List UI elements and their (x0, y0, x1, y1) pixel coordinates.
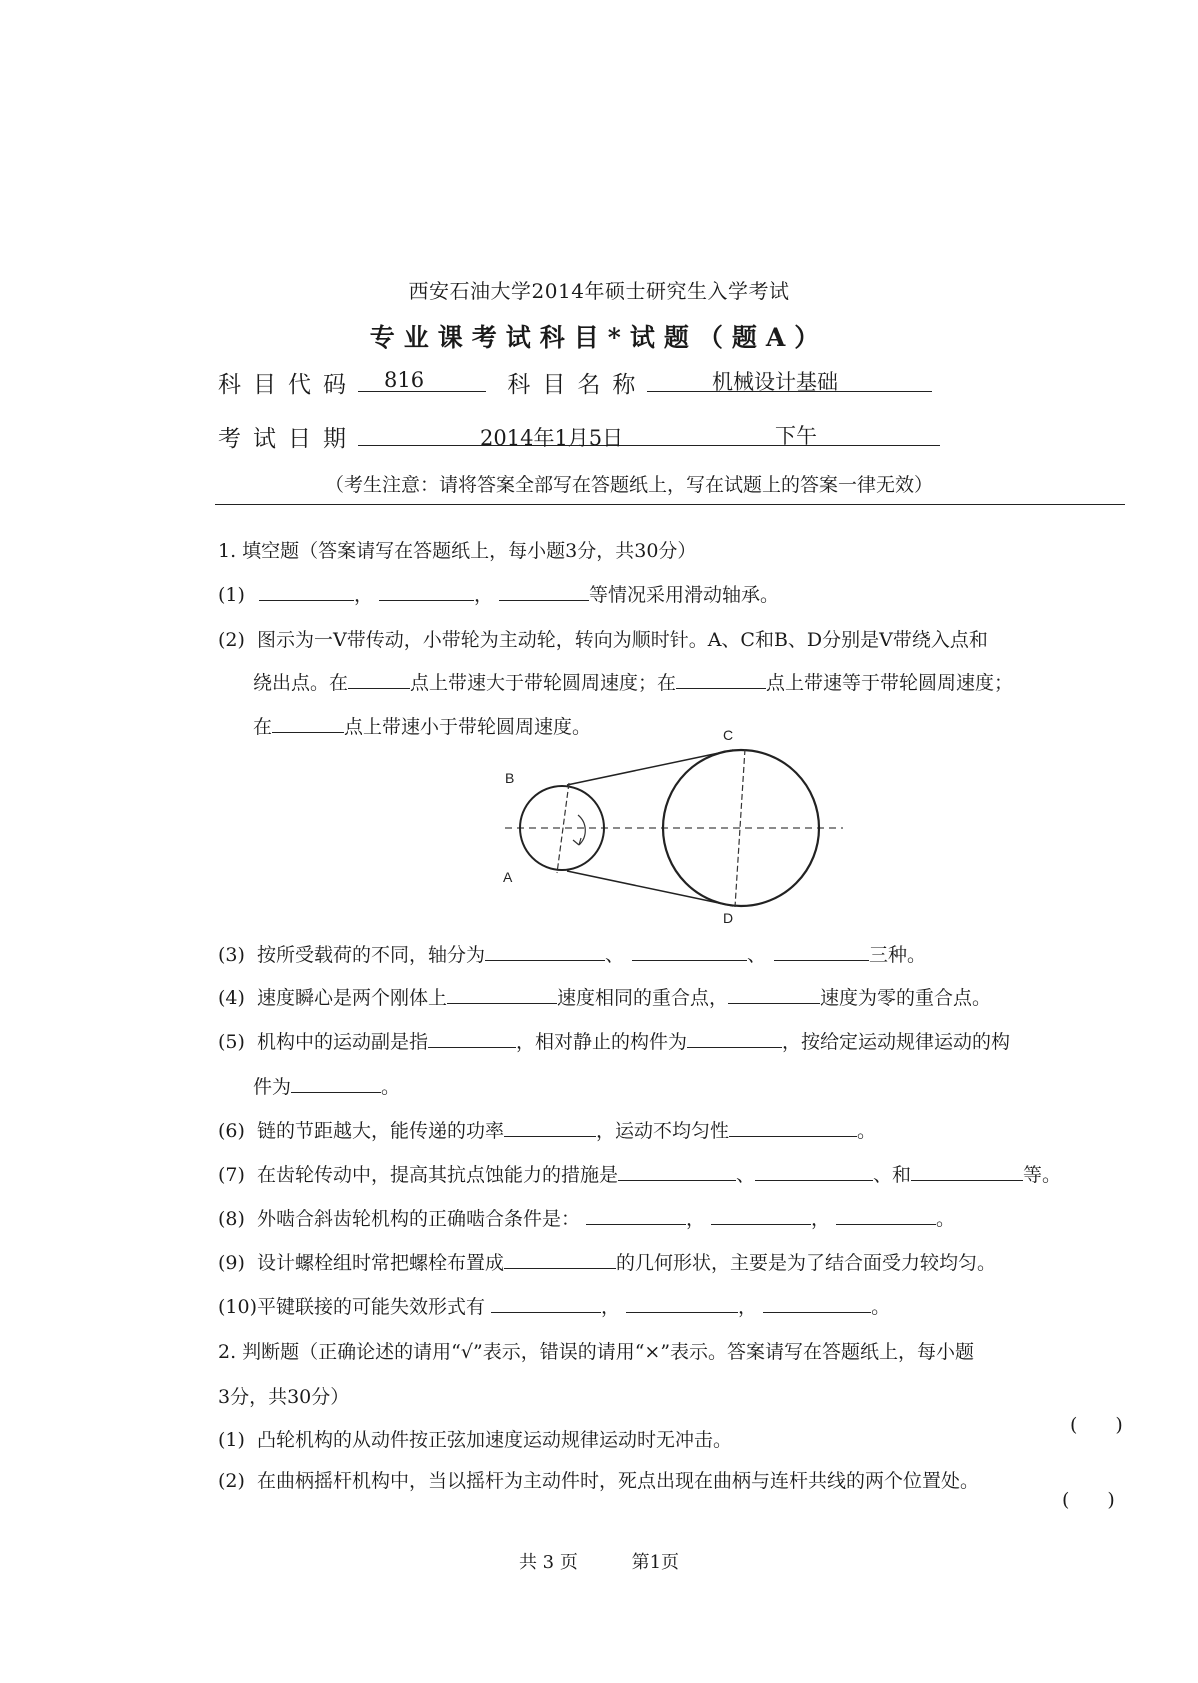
v-belt-drive-figure (495, 725, 855, 925)
q1-4-blank-2 (728, 983, 820, 1004)
q1-3-blank-2 (632, 940, 747, 961)
question-2-2 (218, 1466, 979, 1493)
q1-10-blank-2 (626, 1292, 738, 1313)
exam-title-line1: 西安石油大学2014年硕士研究生入学考试 (408, 279, 790, 303)
q1-5-text-5: 。 (381, 1076, 401, 1098)
q1-9-text-2: 的几何形状，主要是为了结合面受力较均匀。 (615, 1252, 996, 1274)
q1-6-text-1: 链的节距越大，能传递的功率 (256, 1120, 504, 1142)
figure-label-a: A (503, 869, 513, 885)
q1-3-blank-1 (485, 940, 605, 961)
q1-2-text-2a: 绕出点。在 (253, 672, 349, 694)
question-1-2-line2 (253, 668, 1013, 695)
q1-10-blank-3 (763, 1292, 871, 1313)
exam-date-label: 考试日期 (218, 426, 358, 452)
q1-3-blank-3 (774, 940, 869, 961)
q1-5-blank-3 (291, 1072, 381, 1093)
footer-page-number: 第1页 (631, 1552, 680, 1573)
q1-2-blank-1 (348, 668, 410, 689)
q1-4-num: (4) (218, 987, 245, 1009)
q1-7-text-1: 在齿轮传动中，提高其抗点蚀能力的措施是 (256, 1164, 618, 1186)
q1-6-text-2: ，运动不均匀性 (595, 1120, 729, 1142)
q2-1-text: 凸轮机构的从动件按正弦加速度运动规律运动时无冲击。 (256, 1429, 732, 1451)
section1-heading: 1. 填空题（答案请写在答题纸上，每小题3分，共30分） (218, 540, 697, 562)
q1-2-num: (2) (218, 629, 245, 651)
q2-1-num: (1) (218, 1429, 245, 1451)
q1-8-blank-1 (586, 1204, 686, 1225)
q1-8-text-3: ， (811, 1208, 831, 1230)
question-1-1 (218, 580, 779, 607)
q1-2-text-3b: 点上带速小于带轮圆周速度。 (344, 716, 592, 738)
figure-label-d: D (723, 910, 734, 925)
q1-4-text-3: 速度为零的重合点。 (820, 987, 992, 1009)
q1-1-blank-3 (499, 580, 589, 601)
q1-10-text-2: ， (601, 1296, 621, 1318)
q1-2-text-line1: 图示为一V带传动，小带轮为主动轮，转向为顺时针。A、C和B、D分别是V带绕入点和 (256, 629, 988, 651)
q1-1-text-2: ， (473, 584, 493, 606)
q1-7-blank-3 (911, 1160, 1023, 1181)
rotation-arrow-arc (578, 815, 585, 845)
q1-5-text-3: ，按给定运动规律运动的构 (782, 1031, 1011, 1053)
subject-code-label: 科目代码 (218, 372, 358, 398)
belt-upper-span (567, 750, 733, 785)
q1-2-text-2c: 点上带速等于带轮圆周速度； (766, 672, 1014, 694)
belt-lower-span (567, 871, 733, 906)
subject-name-value: 机械设计基础 (712, 370, 838, 394)
q1-10-blank-1 (491, 1292, 601, 1313)
exam-date-underline (358, 421, 940, 446)
q2-2-num: (2) (218, 1470, 245, 1492)
section2-heading-line2: 3分，共30分） (218, 1386, 350, 1408)
q1-3-text-4: 三种。 (869, 944, 927, 966)
q1-1-num: (1) (218, 584, 245, 606)
figure-label-c: C (723, 727, 734, 743)
exam-notice: （考生注意：请将答案全部写在答题纸上，写在试题上的答案一律无效） (325, 474, 934, 496)
question-2-1 (218, 1425, 732, 1452)
q1-1-text-3: 等情况采用滑动轴承。 (589, 584, 780, 606)
exam-session-value: 下午 (775, 424, 817, 448)
q1-6-blank-1 (504, 1116, 596, 1137)
q1-2-blank-2 (676, 668, 766, 689)
q1-1-blank-2 (379, 580, 474, 601)
q1-7-blank-2 (755, 1160, 873, 1181)
header-divider (215, 504, 1125, 505)
section2-heading-line1: 2. 判断题（正确论述的请用“√”表示，错误的请用“×”表示。答案请写在答题纸上，每小题 (218, 1341, 975, 1363)
q1-5-blank-2 (687, 1027, 782, 1048)
q1-10-text-3: ， (738, 1296, 758, 1318)
q1-8-text-4: 。 (936, 1208, 956, 1230)
q1-7-blank-1 (618, 1160, 736, 1181)
q1-3-text-3: 、 (747, 944, 767, 966)
question-1-9 (218, 1248, 996, 1275)
footer-total-pages: 共 3 页 (518, 1552, 578, 1573)
q1-9-text-1: 设计螺栓组时常把螺栓布置成 (256, 1252, 504, 1274)
question-1-5-line2 (253, 1072, 400, 1099)
q1-4-text-1: 速度瞬心是两个刚体上 (256, 987, 447, 1009)
q2-1-answer-paren: ( ) (1070, 1414, 1123, 1436)
q1-6-num: (6) (218, 1120, 245, 1142)
q1-6-blank-2 (729, 1116, 857, 1137)
q1-5-text-4: 件为 (253, 1076, 292, 1098)
q1-4-text-2: 速度相同的重合点， (556, 987, 728, 1009)
q1-5-text-2: ，相对静止的构件为 (515, 1031, 687, 1053)
subject-name-label: 科目名称 (507, 372, 648, 398)
q1-2-blank-3 (272, 712, 344, 733)
q1-6-text-3: 。 (857, 1120, 877, 1142)
rotation-arrowhead-icon (573, 838, 581, 845)
q1-1-blank-1 (259, 580, 354, 601)
q1-7-text-2: 、 (735, 1164, 755, 1186)
question-1-6 (218, 1116, 876, 1143)
q1-3-num: (3) (218, 944, 245, 966)
q1-5-num: (5) (218, 1031, 245, 1053)
page-footer (0, 1548, 1198, 1574)
figure-label-b: B (505, 770, 515, 786)
q2-2-text: 在曲柄摇杆机构中，当以摇杆为主动件时，死点出现在曲柄与连杆共线的两个位置处。 (256, 1470, 979, 1492)
q1-10-text-1: 平键联接的可能失效形式有 (257, 1296, 486, 1318)
q1-3-text-1: 按所受载荷的不同，轴分为 (256, 944, 485, 966)
q1-10-num: (10) (218, 1296, 258, 1318)
q1-8-blank-2 (711, 1204, 811, 1225)
q1-8-blank-3 (836, 1204, 936, 1225)
q1-7-num: (7) (218, 1164, 245, 1186)
q1-8-text-1: 外啮合斜齿轮机构的正确啮合条件是： (256, 1208, 580, 1230)
q1-7-text-4: 等。 (1023, 1164, 1062, 1186)
question-1-2-line1 (218, 625, 988, 652)
q1-1-text-1: ， (353, 584, 373, 606)
q1-10-text-4: 。 (871, 1296, 891, 1318)
question-1-3 (218, 940, 926, 967)
q1-5-blank-1 (428, 1027, 516, 1048)
exam-date-value: 2014年1月5日 (480, 426, 624, 450)
q1-8-num: (8) (218, 1208, 245, 1230)
question-1-4 (218, 983, 991, 1010)
exam-title-line2: 专业课考试科目*试题（题A） (369, 323, 829, 352)
q1-4-blank-1 (447, 983, 557, 1004)
q1-3-text-2: 、 (604, 944, 624, 966)
subject-code-value: 816 (384, 368, 425, 392)
q2-2-answer-paren: ( ) (1062, 1489, 1115, 1511)
q1-2-text-2b: 点上带速大于带轮圆周速度；在 (410, 672, 677, 694)
question-1-8 (218, 1204, 955, 1231)
question-1-10 (218, 1292, 890, 1319)
q1-9-blank-1 (504, 1248, 616, 1269)
question-1-7 (218, 1160, 1061, 1187)
q1-7-text-3: 、和 (873, 1164, 912, 1186)
q1-8-text-2: ， (685, 1208, 705, 1230)
q1-9-num: (9) (218, 1252, 245, 1274)
question-1-5-line1 (218, 1027, 1010, 1054)
q1-2-text-3a: 在 (253, 716, 273, 738)
q1-5-text-1: 机构中的运动副是指 (256, 1031, 428, 1053)
